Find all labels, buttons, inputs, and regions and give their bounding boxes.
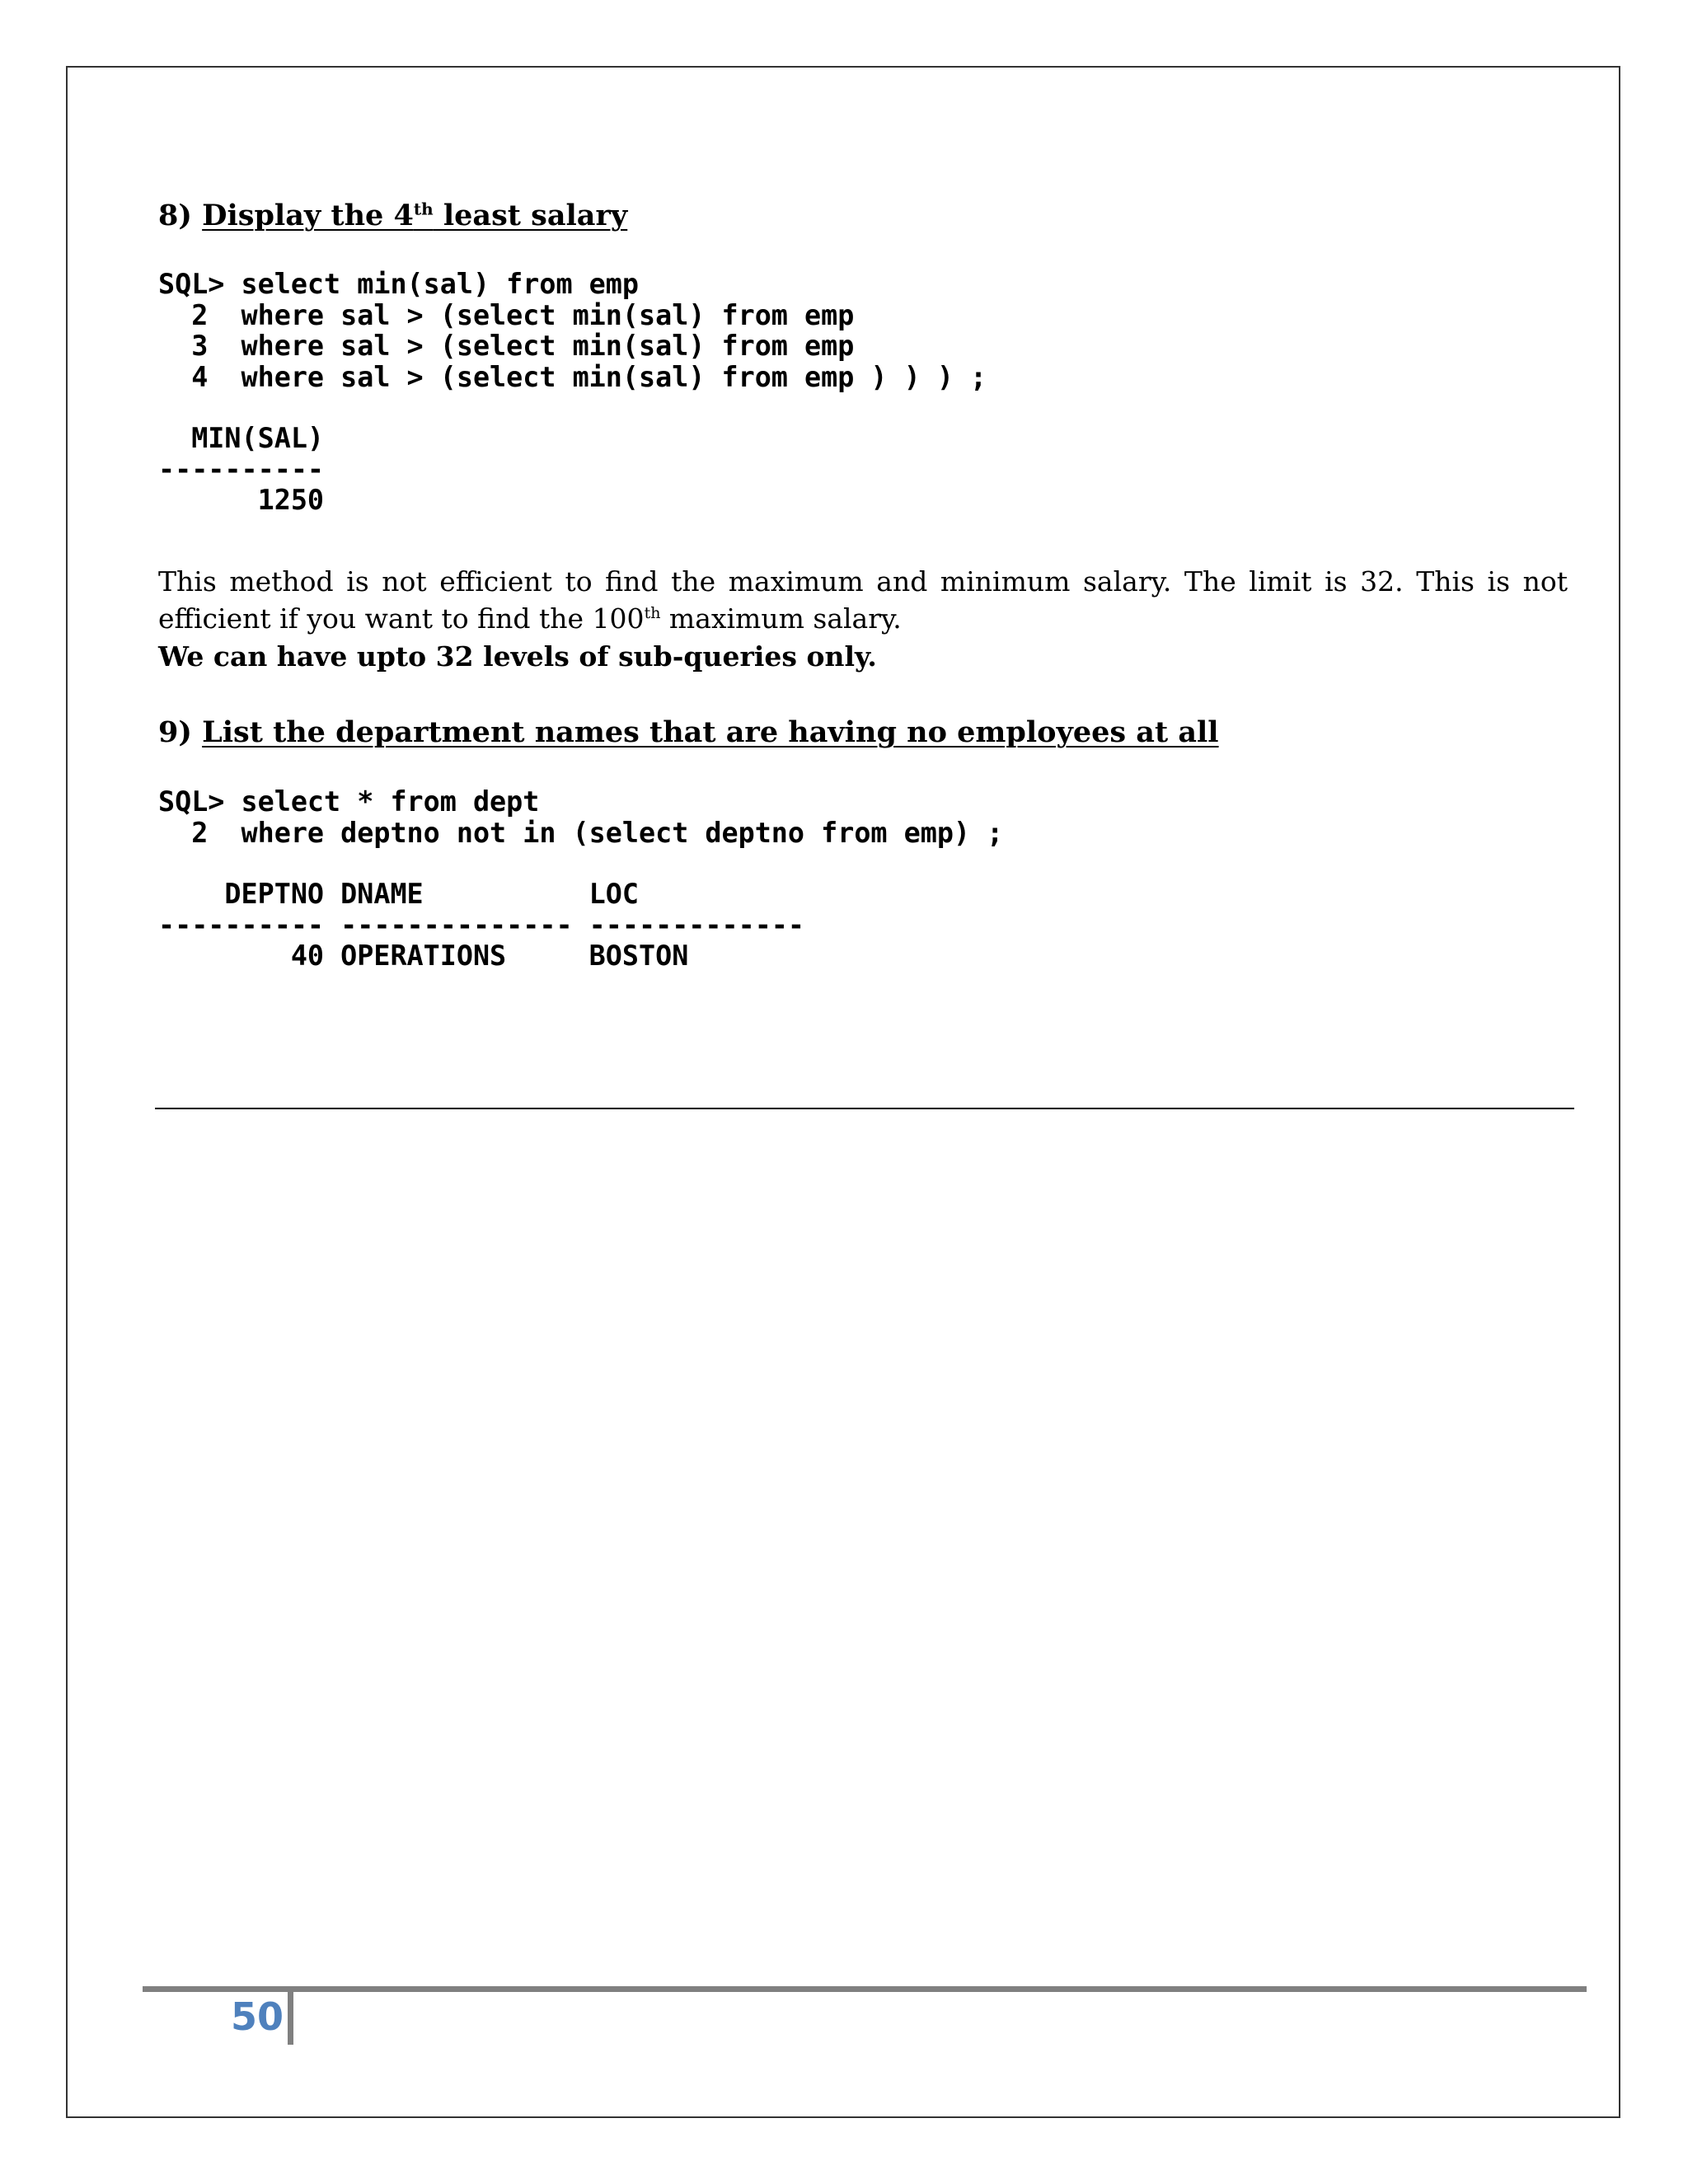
section-divider <box>155 1108 1574 1109</box>
section-8-heading <box>158 201 627 230</box>
footer-separator <box>288 1989 293 2045</box>
section-9-sql-query: SQL> select * from dept 2 where deptno not in (select deptno from emp) ; <box>158 785 1004 849</box>
footer-rule <box>143 1986 1587 1992</box>
subquery-limit-note: We can have upto 32 levels of sub-queries only. <box>158 640 877 673</box>
section-8-query-result: MIN(SAL) ---------- 1250 <box>158 422 325 516</box>
note-text-end: maximum salary. <box>660 602 902 635</box>
note-sup: th <box>644 604 661 622</box>
section-9-title: List the department names that are having no employees at all <box>202 715 1219 749</box>
page-number: 50 <box>231 1994 284 2039</box>
section-8-number: 8) <box>158 199 192 232</box>
note-text: This method is not efficient to find the maximum and minimum salary. The limit is 32. This is not efficient if you want to find the 100 <box>158 565 1568 635</box>
section-8-title <box>202 199 627 232</box>
section-9-query-result: DEPTNO DNAME LOC ---------- -------------- ------------- 40 OPERATIONS BOSTON <box>158 878 805 972</box>
section-9-heading <box>158 715 1219 749</box>
section-8-title-sup: th <box>413 199 434 219</box>
section-8-sql-query: SQL> select min(sal) from emp 2 where sal > (select min(sal) from emp 3 where sal > (select min(sal) from emp 4 where sal > (select min(sal) from emp ) ) ) ; <box>158 268 987 393</box>
section-9-number: 9) <box>158 715 192 749</box>
section-8-title-end: least salary <box>433 199 628 232</box>
efficiency-note <box>158 563 1568 637</box>
section-8-title-text: Display the 4 <box>202 199 414 232</box>
